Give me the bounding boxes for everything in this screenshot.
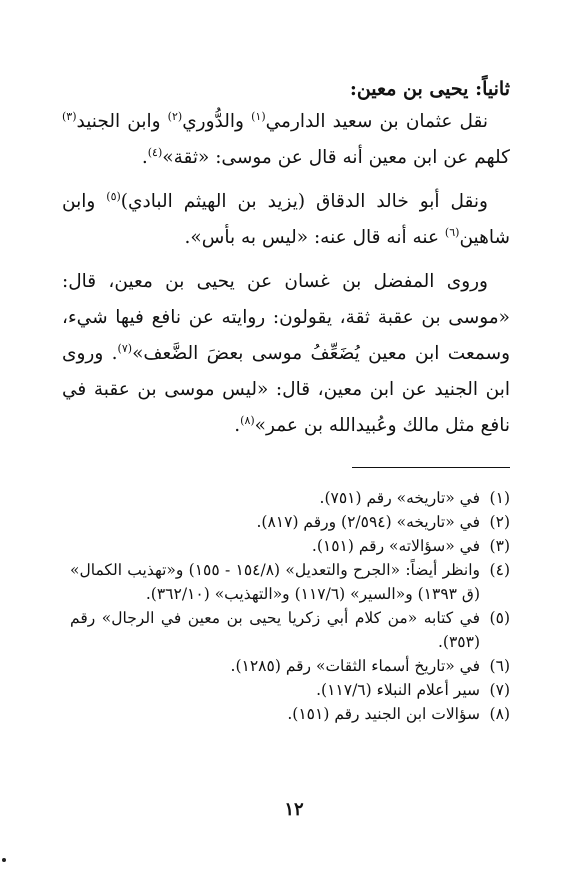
footnote-separator (352, 467, 510, 468)
paragraph-3-text: وروى المفضل بن غسان عن يحيى بن معين، قال: «موسى بن عقبة ثقة، يقولون: روايته عن نافع فيها شيء، وسمعت ابن معين يُضَعِّفُ موسى بعضَ الضَّعف» (62, 271, 511, 364)
footnote-number: (٣) (489, 537, 510, 555)
footnote-text: في «تاريخه» (٢/٥٩٤) ورقم (٨١٧). (256, 513, 480, 531)
footnote-ref-6[interactable]: (٦) (444, 225, 460, 239)
paragraph-1-text: كلهم عن ابن معين أنه قال عن موسى: «ثقة» (162, 147, 510, 168)
footnote-item (70, 534, 510, 558)
footnote-ref-8[interactable]: (٨) (240, 413, 255, 427)
paragraph-3-text: . وروى ابن الجنيد عن ابن معين، قال: «ليس موسى بن عقبة في نافع مثل مالك وعُبيدالله بن عمر» (62, 343, 510, 436)
paragraph-1 (62, 104, 510, 176)
paragraph-2-text: عنه أنه قال عنه: «ليس به بأس». (184, 227, 445, 248)
footnote-text: سير أعلام النبلاء (١١٧/٦). (316, 681, 480, 699)
footnote-item (70, 702, 510, 726)
page-number: ١٢ (284, 799, 304, 820)
paragraph-1-text: . (141, 147, 148, 168)
paragraph-1-text: نقل عثمان بن سعيد الدارمي (265, 111, 489, 132)
main-text (62, 74, 510, 444)
footnote-number: (١) (489, 489, 510, 507)
footnote-item (70, 510, 510, 534)
footnote-number: (٤) (489, 561, 510, 579)
footnotes-list (70, 486, 510, 726)
footnote-item (70, 606, 510, 654)
footnote-text: وانظر أيضاً: «الجرح والتعديل» (١٥٤/٨ - ١٥٥) و«تهذيب الكمال» (ق ١٣٩٣) و«السير» (١١٧/٦) و«التهذيب» (٣٦٢/١٠). (70, 561, 480, 603)
footnote-ref-7[interactable]: (٧) (117, 341, 133, 355)
scan-speck (2, 858, 6, 862)
footnote-text: في «تاريخ أسماء الثقات» رقم (١٢٨٥). (230, 657, 480, 675)
paragraph-2 (62, 184, 510, 256)
paragraph-2-text: وابن شاهين (62, 191, 510, 248)
footnote-item (70, 654, 510, 678)
footnote-item (70, 486, 510, 510)
paragraph-1-text: والدُّوري (182, 111, 252, 132)
footnote-item (70, 558, 510, 606)
footnote-number: (٦) (489, 657, 510, 675)
footnote-number: (٢) (489, 513, 510, 531)
footnote-ref-2[interactable]: (٢) (167, 109, 183, 123)
footnote-ref-3[interactable]: (٣) (62, 109, 77, 123)
footnote-number: (٧) (489, 681, 510, 699)
footnote-text: في «سؤالاته» رقم (١٥١). (311, 537, 480, 555)
paragraph-1-text: وابن الجنيد (76, 111, 168, 132)
footnote-text: في كتابه «من كلام أبي زكريا يحيى بن معين في الرجال» رقم (٣٥٣). (70, 609, 480, 651)
paragraph-3 (62, 264, 510, 444)
footnote-ref-5[interactable]: (٥) (106, 189, 121, 203)
footnote-text: في «تاريخه» رقم (٧٥١). (319, 489, 480, 507)
paragraph-2-text: ونقل أبو خالد الدقاق (يزيد بن الهيثم البادي) (120, 191, 488, 212)
footnote-number: (٥) (489, 609, 510, 627)
footnote-ref-1[interactable]: (١) (251, 109, 266, 123)
footnote-text: سؤالات ابن الجنيد رقم (١٥١). (287, 705, 480, 723)
footnote-number: (٨) (489, 705, 510, 723)
footnote-item (70, 678, 510, 702)
section-heading: ثانياً: يحيى بن معين: (349, 78, 510, 100)
footnote-ref-4[interactable]: (٤) (147, 145, 163, 159)
paragraph-3-text: . (234, 415, 241, 436)
